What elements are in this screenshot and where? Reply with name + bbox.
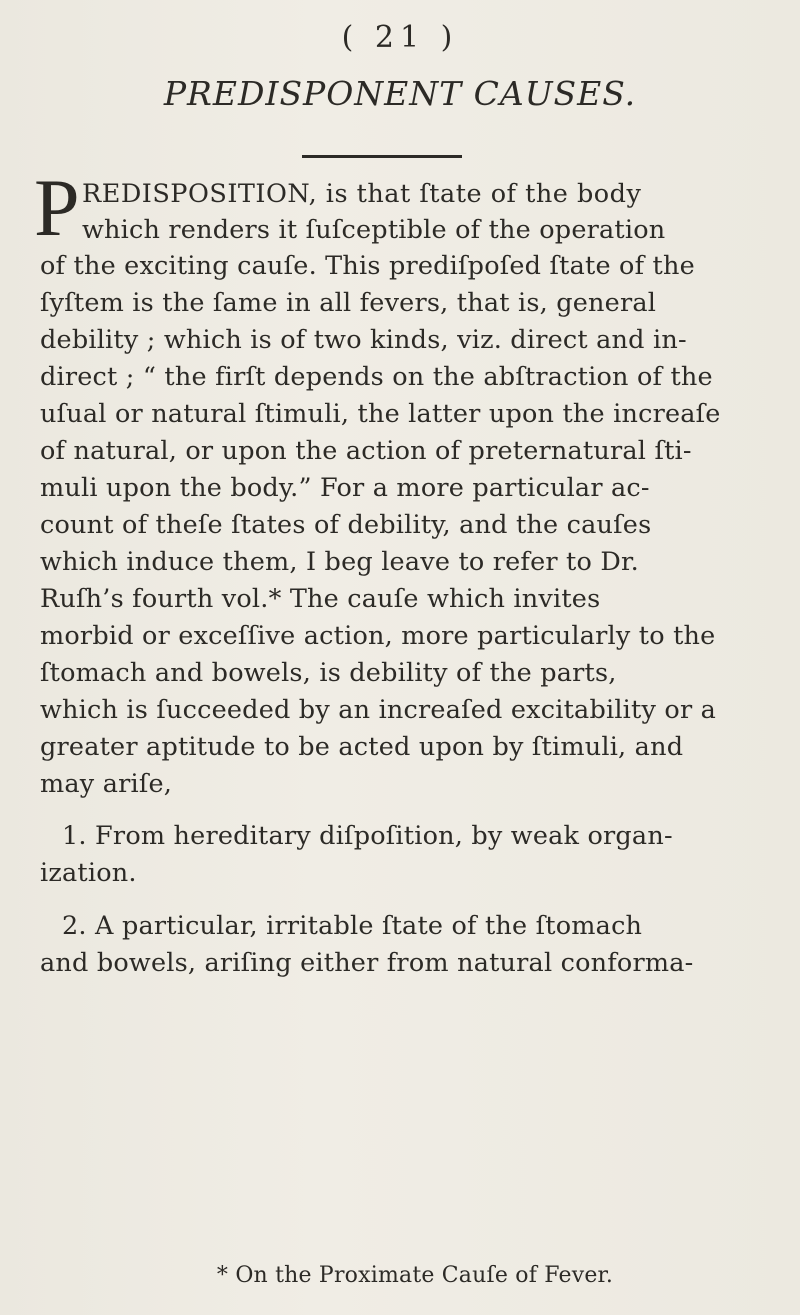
drop-cap: P: [34, 162, 80, 253]
text-line: uſual or natural ſtimuli, the latter upon the increaſe: [40, 399, 721, 429]
footnote: * On the Proximate Cauſe of Fever.: [216, 1263, 614, 1288]
text-line: muli upon the body.” For a more particular ac-: [40, 473, 650, 503]
text-line: direct ; “ the firſt depends on the abſtraction of the: [40, 362, 713, 392]
text-line: debility ; which is of two kinds, viz. direct and in-: [40, 325, 687, 355]
page-number: ( 21 ): [341, 20, 459, 55]
text-line: which renders it ſuſceptible of the operation: [82, 215, 666, 245]
text-line: may ariſe,: [40, 769, 173, 799]
text-line: which is ſucceeded by an increaſed excitability or a: [40, 695, 717, 725]
text-line: which induce them, I beg leave to refer to Dr.: [40, 547, 639, 577]
text-line: Ruſh’s fourth vol.* The cauſe which invites: [40, 584, 601, 614]
text-line: morbid or exceſſive action, more particularly to the: [40, 621, 716, 651]
list-item-1-line: 1. From hereditary diſpoſition, by weak organ-: [62, 821, 673, 851]
text-line: ſtomach and bowels, is debility of the parts,: [40, 658, 617, 688]
text-line: of natural, or upon the action of preternatural ſti-: [40, 436, 692, 466]
text-line: greater aptitude to be acted upon by ſtimuli, and: [40, 732, 684, 762]
page-title: PREDISPONENT CAUSES.: [163, 74, 637, 113]
list-item-1-line: ization.: [40, 858, 137, 888]
text-line: ſyſtem is the ſame in all fevers, that is, general: [40, 288, 657, 318]
list-item-2-line: and bowels, ariſing either from natural conforma-: [40, 948, 694, 978]
text-line: count of theſe ſtates of debility, and the cauſes: [40, 510, 652, 540]
list-item-2-line: 2. A particular, irritable ſtate of the ſtomach: [62, 911, 643, 941]
title-rule: [302, 155, 462, 158]
text-line: REDISPOSITION, is that ſtate of the body: [82, 179, 642, 209]
text-line: of the exciting cauſe. This prediſpoſed ſtate of the: [40, 251, 695, 281]
